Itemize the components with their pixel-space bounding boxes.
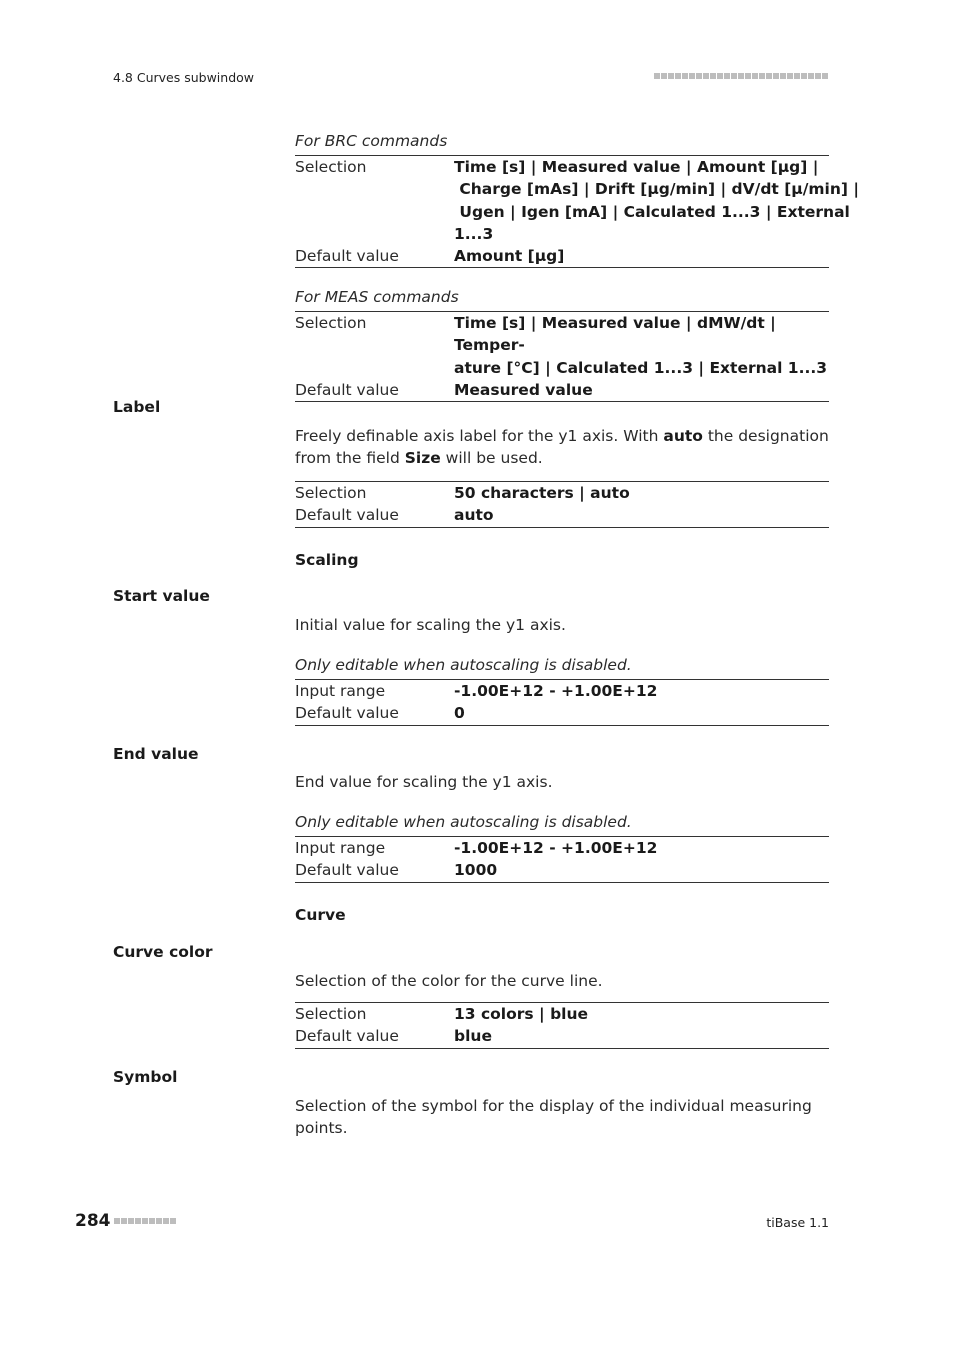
selection-line: Time [s] | Measured value | dMW/dt | Temper-	[454, 314, 776, 355]
brc-caption: For BRC commands	[295, 132, 448, 150]
end-value-description: End value for scaling the y1 axis.	[295, 773, 553, 791]
selection-line: Time [s] | Measured value | Amount [µg] |	[454, 158, 819, 176]
default-value: auto	[454, 506, 494, 525]
selection-line: Charge [mAs] | Drift [µg/min] | dV/dt [µ/min] |	[454, 180, 860, 199]
selection-values	[454, 312, 829, 379]
default-key: Default value	[295, 1027, 399, 1046]
curve-color-description: Selection of the color for the curve line.	[295, 972, 603, 990]
selection-values	[454, 156, 859, 245]
header-decoration	[654, 73, 828, 79]
selection-key: Selection	[295, 158, 367, 176]
curve-color-title: Curve color	[113, 943, 213, 961]
table-row	[295, 837, 829, 859]
end-value-note: Only editable when autoscaling is disabled.	[295, 813, 632, 831]
default-value: Amount [µg]	[454, 247, 565, 266]
range-key: Input range	[295, 682, 386, 700]
selection-line: ature [°C] | Calculated 1...3 | External 1...3	[454, 358, 828, 377]
text-emphasis: Size	[404, 449, 441, 467]
curve-color-parameter-table	[295, 1002, 829, 1049]
curve-heading: Curve	[295, 906, 346, 924]
text-part: will be used.	[440, 449, 543, 467]
default-value: 1000	[454, 861, 498, 880]
default-key: Default value	[295, 506, 399, 525]
label-parameter-table	[295, 481, 829, 528]
table-row	[295, 504, 829, 526]
table-row	[295, 680, 829, 702]
selection-key: Selection	[295, 1005, 367, 1023]
default-key: Default value	[295, 380, 399, 399]
start-value-title: Start value	[113, 587, 210, 605]
symbol-title: Symbol	[113, 1068, 178, 1086]
default-key: Default value	[295, 861, 399, 880]
range-value: -1.00E+12 - +1.00E+12	[454, 682, 658, 700]
end-value-title: End value	[113, 745, 199, 763]
text-part: Freely definable axis label for the y1 axis. With	[295, 427, 664, 445]
page-number: 284	[75, 1211, 111, 1231]
table-row	[295, 312, 829, 379]
product-name: tiBase 1.1	[766, 1215, 829, 1230]
selection-key: Selection	[295, 314, 367, 332]
scaling-heading: Scaling	[295, 551, 359, 569]
selection-key: Selection	[295, 484, 367, 502]
meas-parameter-table	[295, 311, 829, 402]
label-title: Label	[113, 398, 161, 416]
start-value-note: Only editable when autoscaling is disabled.	[295, 656, 632, 674]
default-value: Measured value	[454, 380, 593, 399]
label-description	[295, 425, 829, 469]
default-key: Default value	[295, 704, 399, 723]
table-row	[295, 379, 829, 401]
meas-caption: For MEAS commands	[295, 288, 459, 306]
footer-decoration	[114, 1218, 176, 1224]
default-value: 0	[454, 704, 465, 723]
table-row	[295, 1025, 829, 1047]
table-row	[295, 859, 829, 881]
default-key: Default value	[295, 247, 399, 266]
range-key: Input range	[295, 839, 386, 857]
table-row	[295, 1003, 829, 1025]
table-row	[295, 156, 860, 245]
brc-parameter-table	[295, 155, 860, 268]
text-part: the designation from the field	[295, 427, 829, 467]
start-value-description: Initial value for scaling the y1 axis.	[295, 616, 566, 634]
symbol-description: Selection of the symbol for the display of the individual measuring points.	[295, 1097, 812, 1137]
selection-value: 13 colors | blue	[454, 1005, 589, 1023]
end-value-parameter-table	[295, 836, 829, 883]
default-value: blue	[454, 1027, 492, 1046]
start-value-parameter-table	[295, 679, 829, 726]
section-header: 4.8 Curves subwindow	[113, 70, 255, 85]
table-row	[295, 245, 829, 267]
text-emphasis: auto	[663, 427, 703, 445]
table-row	[295, 702, 829, 724]
selection-line: 1...3	[454, 224, 494, 243]
table-row	[295, 482, 829, 504]
selection-line: Ugen | Igen [mA] | Calculated 1...3 | External	[454, 202, 850, 221]
range-value: -1.00E+12 - +1.00E+12	[454, 839, 658, 857]
selection-value: 50 characters | auto	[454, 484, 630, 502]
